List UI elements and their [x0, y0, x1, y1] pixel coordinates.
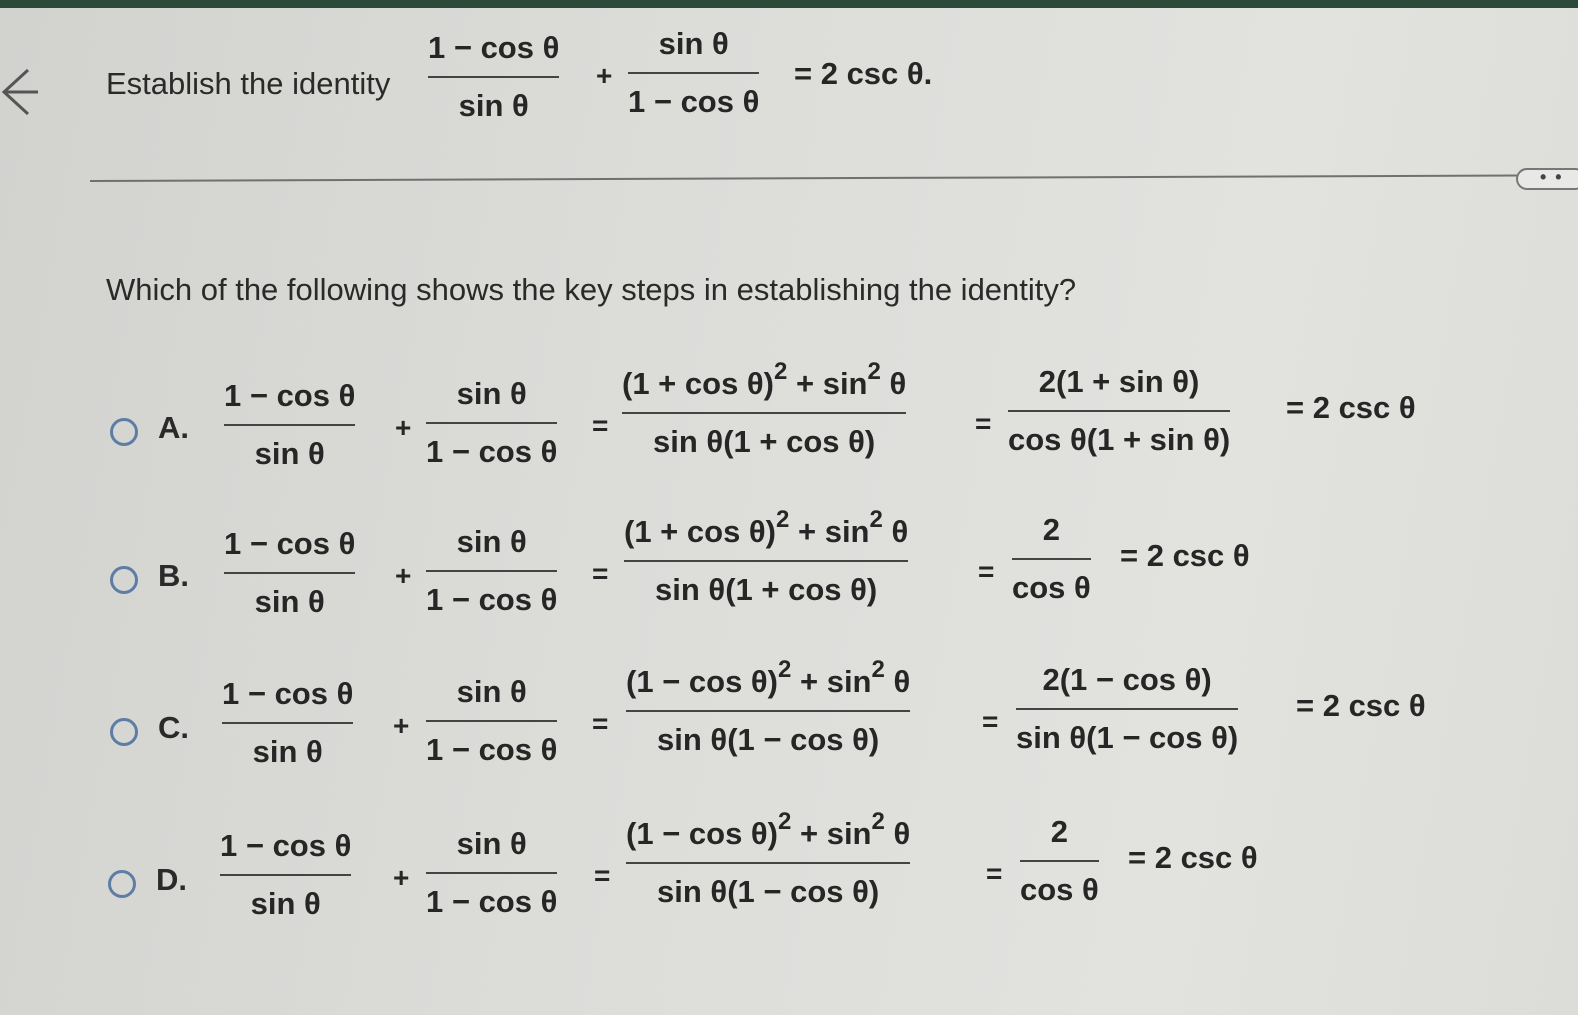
radio-button[interactable]: [110, 718, 138, 746]
option-letter: C.: [158, 710, 189, 745]
combined-fraction: $(1 - \cos \theta)^2 + \sin^2 \theta$ sin θ(1 − cos θ): [626, 655, 911, 757]
option-letter: D.: [156, 862, 187, 897]
fraction-term-1: 1 − cos θ sin θ: [222, 676, 354, 769]
header-fraction-2: sin θ 1 − cos θ: [628, 26, 760, 119]
equals-sign: =: [592, 558, 609, 589]
fraction-term-1: 1 − cos θ sin θ: [220, 828, 352, 921]
simplified-fraction: 2 cos θ: [1020, 814, 1099, 907]
radio-button[interactable]: [110, 418, 138, 446]
plus-sign: +: [393, 710, 410, 741]
equals-sign: =: [986, 858, 1003, 889]
question-text: Which of the following shows the key steps in establishing the identity?: [106, 272, 1077, 307]
combined-fraction: $(1 + \cos \theta)^2 + \sin^2 \theta$ sin θ(1 + cos θ): [624, 505, 909, 607]
prompt-text: Establish the identity: [106, 66, 391, 101]
back-arrow-icon[interactable]: [0, 58, 40, 118]
plus-sign: +: [393, 862, 410, 893]
result-text: = 2 csc θ: [1128, 840, 1258, 875]
option-letter: A.: [158, 410, 189, 445]
simplified-fraction: 2(1 + sin θ) cos θ(1 + sin θ): [1008, 364, 1231, 457]
simplified-fraction: 2(1 − cos θ) sin θ(1 − cos θ): [1016, 662, 1239, 755]
fraction-term-2: sin θ 1 − cos θ: [426, 524, 558, 617]
section-divider: [90, 175, 1518, 182]
plus-sign: +: [395, 560, 412, 591]
more-options-button[interactable]: • •: [1516, 168, 1578, 190]
fraction-term-2: sin θ 1 − cos θ: [426, 674, 558, 767]
equals-sign: =: [592, 708, 609, 739]
fraction-term-2: sin θ 1 − cos θ: [426, 826, 558, 919]
fraction-term-1: 1 − cos θ sin θ: [224, 378, 356, 471]
plus-sign: +: [395, 412, 412, 443]
simplified-fraction: 2 cos θ: [1012, 512, 1091, 605]
equals-sign: =: [592, 410, 609, 441]
header-fraction-1: 1 − cos θ sin θ: [428, 30, 560, 123]
combined-fraction: $(1 + \cos \theta)^2 + \sin^2 \theta$ sin θ(1 + cos θ): [622, 357, 907, 459]
equals-sign: =: [982, 706, 999, 737]
result-text: = 2 csc θ: [1120, 538, 1250, 573]
fraction-term-1: 1 − cos θ sin θ: [224, 526, 356, 619]
radio-button[interactable]: [108, 870, 136, 898]
identity-rhs: = 2 csc θ.: [794, 56, 933, 91]
option-letter: B.: [158, 558, 189, 593]
result-text: = 2 csc θ: [1296, 688, 1426, 723]
combined-fraction: $(1 - \cos \theta)^2 + \sin^2 \theta$ sin θ(1 − cos θ): [626, 807, 911, 909]
equals-sign: =: [594, 860, 611, 891]
equals-sign: =: [978, 556, 995, 587]
result-text: = 2 csc θ: [1286, 390, 1416, 425]
radio-button[interactable]: [110, 566, 138, 594]
fraction-term-2: sin θ 1 − cos θ: [426, 376, 558, 469]
top-accent-bar: [0, 0, 1578, 8]
equals-sign: =: [975, 408, 992, 439]
plus-sign: +: [596, 60, 613, 91]
